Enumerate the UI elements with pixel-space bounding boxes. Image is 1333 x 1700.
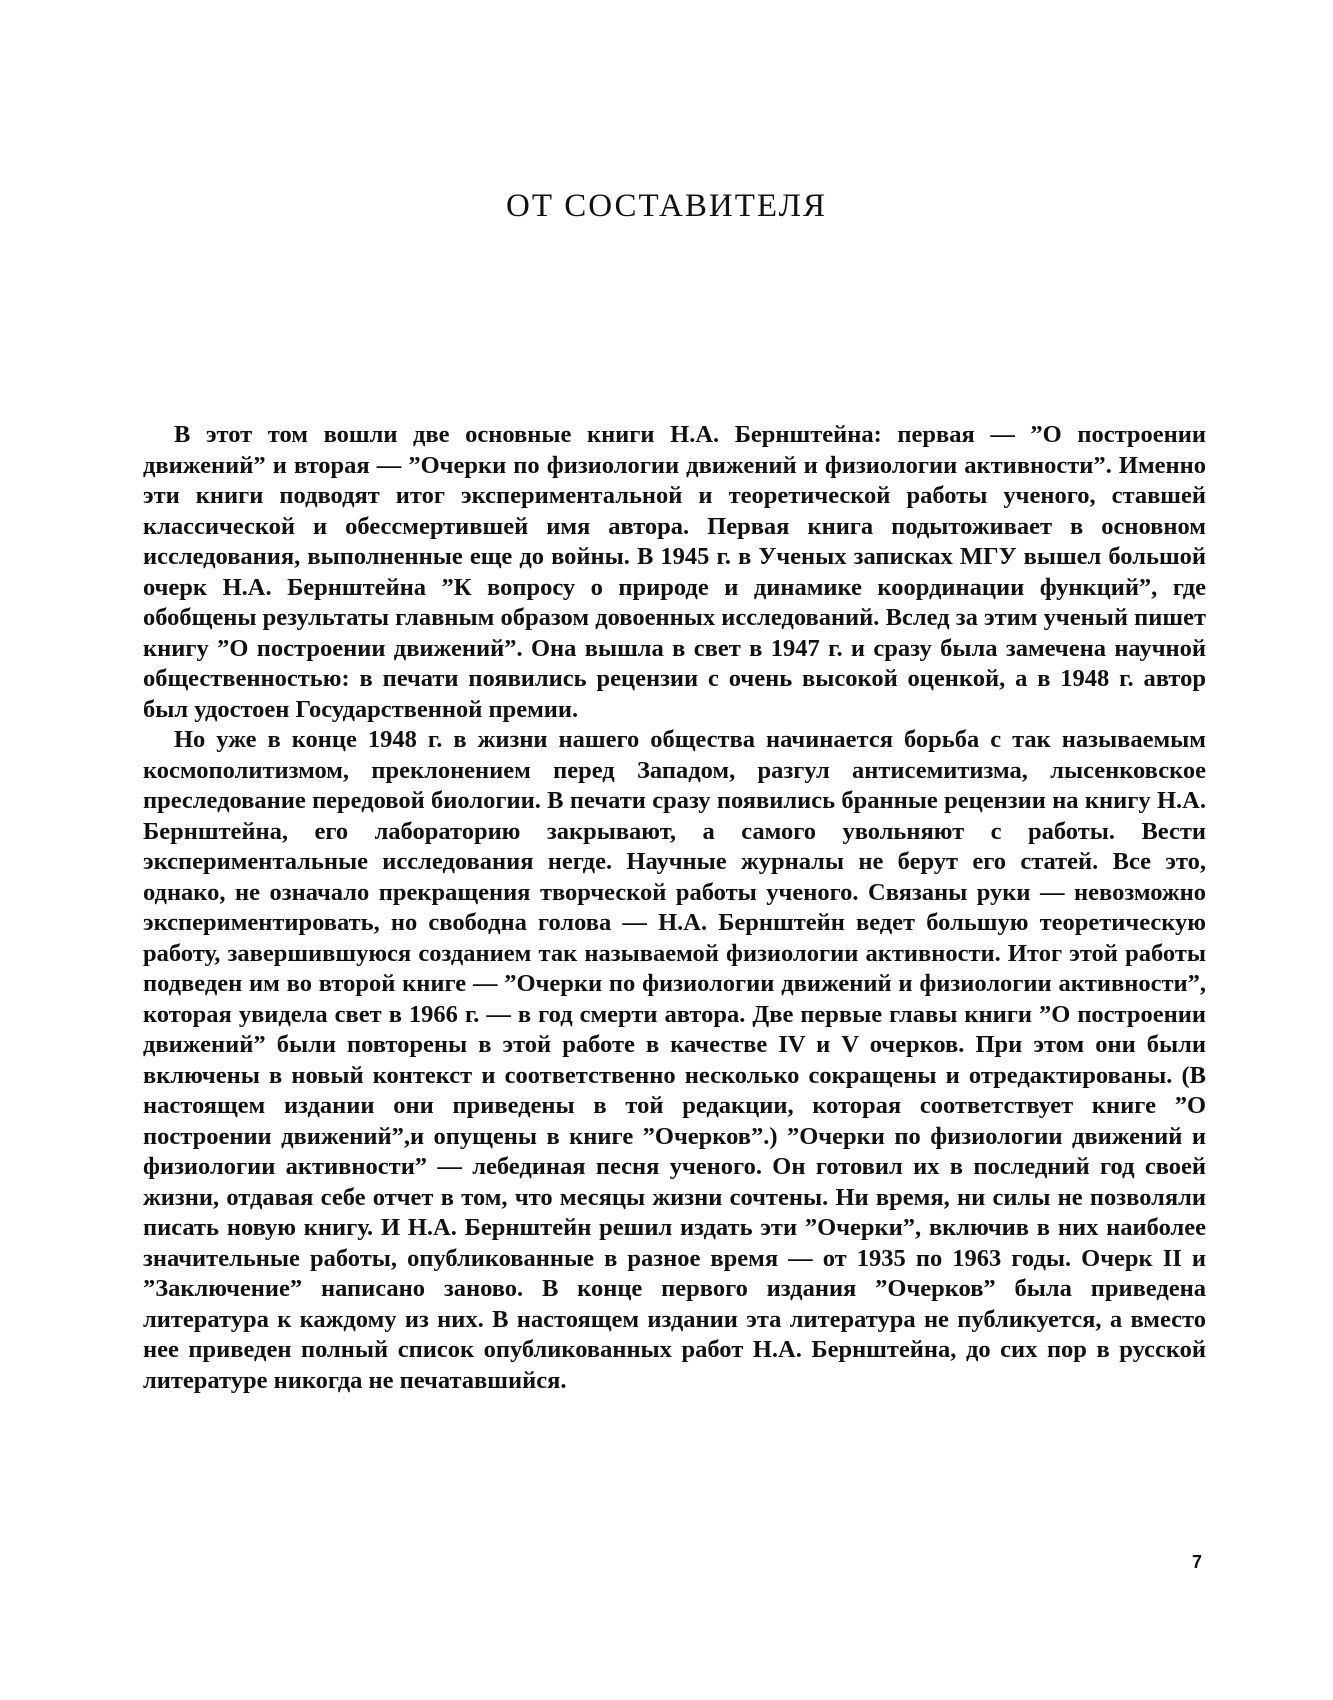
page-number: 7 <box>1192 1552 1203 1572</box>
page-title: ОТ СОСТАВИТЕЛЯ <box>506 188 827 224</box>
paragraph-2: Но уже в конце 1948 г. в жизни нашего общества начинается борьба с так называемым космополитизмом, преклонением перед Западом, разгул антисемитизма, лысенковское преследование передовой биологии. В печати сразу появились бранные рецензии на книгу Н.А. Бернштейна, его лабораторию закрывают, а самого увольняют с работы. Вести экспериментальные исследования негде. Научные журналы не берут его статей. Все это, однако, не означало прекращения творческой работы ученого. Связаны руки — невозможно экспериментировать, но свободна голова — Н.А. Бернштейн ведет большую теоретическую работу, завершившуюся созданием так называемой физиологии активности. Итог этой работы подведен им во второй книге — ”Очерки по физиологии движений и физиологии активности”, которая увидела свет в 1966 г. — в год смерти автора. Две первые главы книги ”О построении движений” были повторены в этой работе в качестве IV и V очерков. При этом они были включены в новый контекст и соответственно несколько сокращены и отредактированы. (В настоящем издании они приведены в той редакции, которая соответствует книге ”О построении движений”,и опущены в книге ”Очерков”.) ”Очерки по физиологии движений и физиологии активности” — лебединая песня ученого. Он готовил их в последний год своей жизни, отдавая себе отчет в том, что месяцы жизни сочтены. Ни время, ни силы не позволяли писать новую книгу. И Н.А. Бернштейн решил издать эти ”Очерки”, включив в них наиболее значительные работы, опубликованные в разное время — от 1935 по 1963 годы. Очерк II и ”Заключение” написано заново. В конце первого издания ”Очерков” была приведена литература к каждому из них. В настоящем издании эта литература не публикуется, а вместо нее приведен полный список опубликованных работ Н.А. Бернштейна, до сих пор в русской литературе никогда не печатавшийся. <box>143 726 1206 1394</box>
body-text <box>143 420 1206 1396</box>
paragraph-1: В этот том вошли две основные книги Н.А. Бернштейна: первая — ”О построении движений” и вторая — ”Очерки по физиологии движений и физиологии активности”. Именно эти книги подводят итог экспериментальной и теоретической работы ученого, ставшей классической и обессмертившей имя автора. Первая книга подытоживает в основном исследования, выполненные еще до войны. В 1945 г. в Ученых записках МГУ вышел большой очерк Н.А. Бернштейна ”К вопросу о природе и динамике координации функций”, где обобщены результаты главным образом довоенных исследований. Вслед за этим ученый пишет книгу ”О построении движений”. Она вышла в свет в 1947 г. и сразу была замечена научной общественностью: в печати появились рецензии с очень высокой оценкой, а в 1948 г. автор был удостоен Государственной премии. <box>143 421 1206 723</box>
